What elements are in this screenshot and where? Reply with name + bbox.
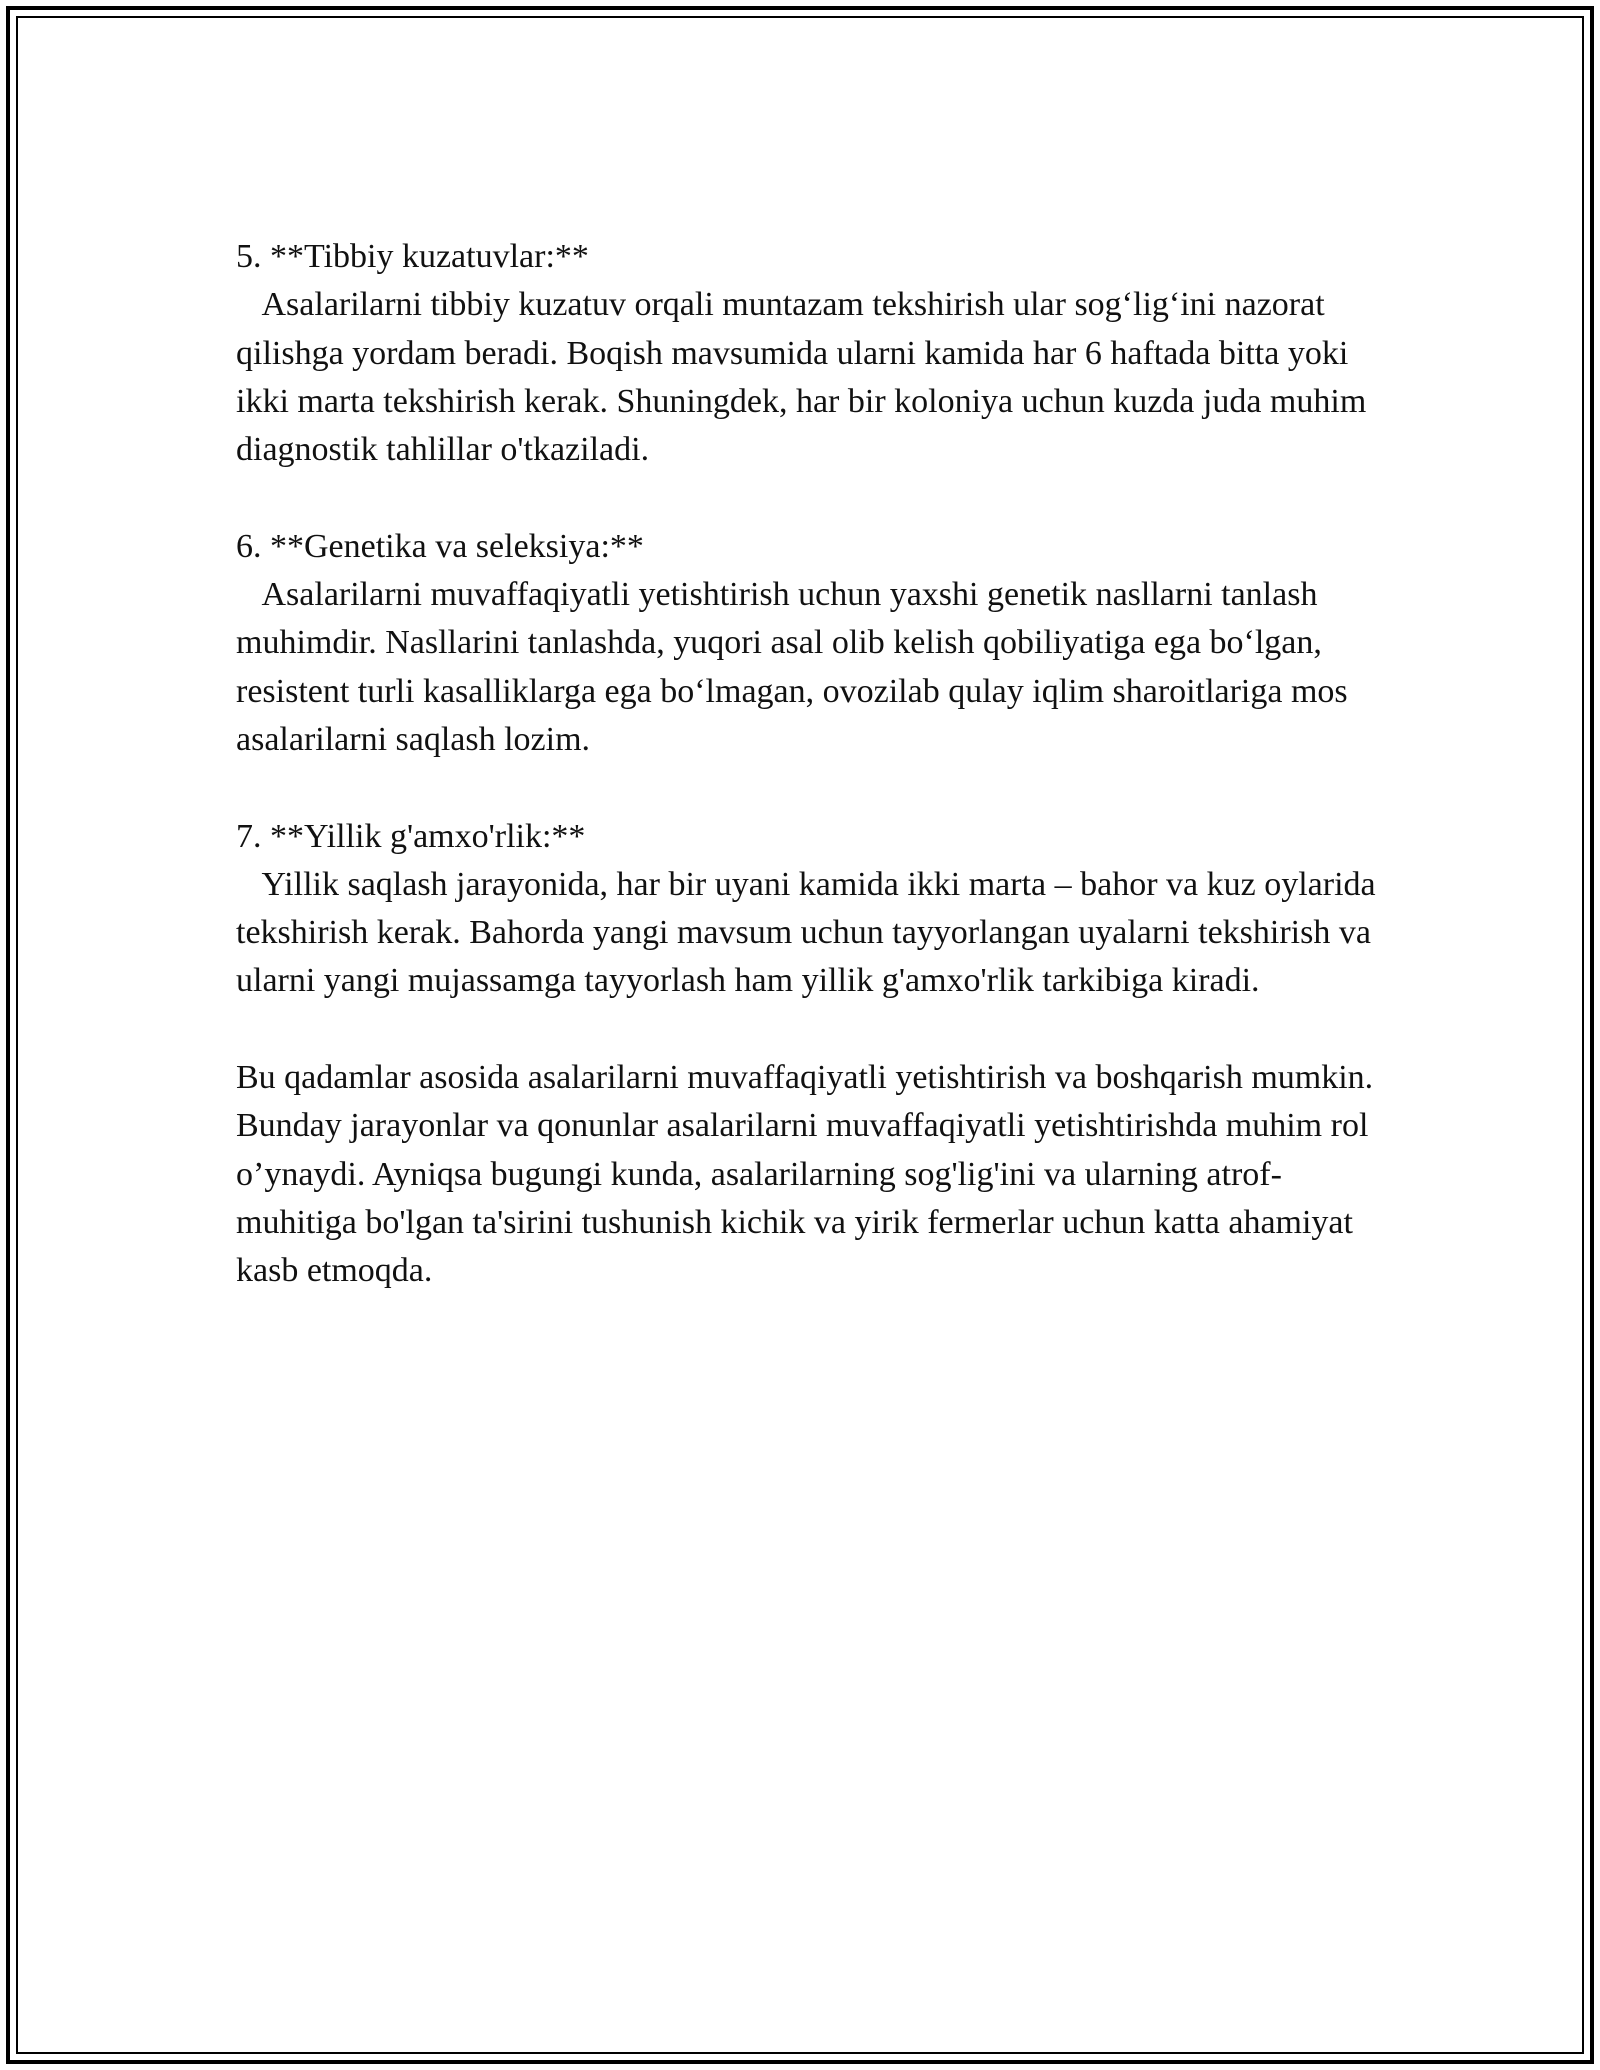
document-body <box>236 233 1396 1296</box>
section-paragraph: Asalarilarni muvaffaqiyatli yetishtirish uchun yaxshi genetik nasllarni tanlash muhimdir. Nasllarini tanlashda, yuqori asal olib kelish qobiliyatiga ega bo‘lgan, resistent turli kasalliklarga ega bo‘lmagan, ovozilab qulay iqlim sharoitlariga mos asalarilarni saqlash lozim. <box>236 576 1357 758</box>
conclusion-paragraph: Bu qadamlar asosida asalarilarni muvaffaqiyatli yetishtirish va boshqarish mumkin. Bunday jarayonlar va qonunlar asalarilarni muvaffaqiyatli yetishtirishda muhim rol o’ynaydi. Ayniqsa bugungi kunda, asalarilarning sog'lig'ini va ularning atrof-muhitiga bo'lgan ta'sirini tushunish kichik va yirik fermerlar uchun katta ahamiyat kasb etmoqda. <box>236 1059 1382 1290</box>
section-heading: 5. **Tibbiy kuzatuvlar:** <box>236 238 589 275</box>
section-paragraph: Asalarilarni tibbiy kuzatuv orqali muntazam tekshirish ular sog‘lig‘ini nazorat qilishga yordam beradi. Boqish mavsumida ularni kamida har 6 haftada bitta yoki ikki marta tekshirish kerak. Shuningdek, har bir koloniya uchun kuzda juda muhim diagnostik tahlillar o'tkaziladi. <box>236 286 1375 469</box>
conclusion-block <box>236 1054 1396 1295</box>
section-tibbiy-kuzatuvlar <box>236 233 1396 474</box>
section-heading: 6. **Genetika va seleksiya:** <box>236 527 644 565</box>
section-genetika-va-seleksiya <box>236 523 1396 764</box>
section-yillik-gamxorlik <box>236 813 1396 1006</box>
section-heading: 7. **Yillik g'amxo'rlik:** <box>236 817 586 855</box>
section-paragraph: Yillik saqlash jarayonida, har bir uyani kamida ikki marta – bahor va kuz oylarida tekshirish kerak. Bahorda yangi mavsum uchun tayyorlangan uyalarni tekshirish va ularni yangi mujassamga tayyorlash ham yillik g'amxo'rlik tarkibiga kiradi. <box>236 865 1385 1000</box>
